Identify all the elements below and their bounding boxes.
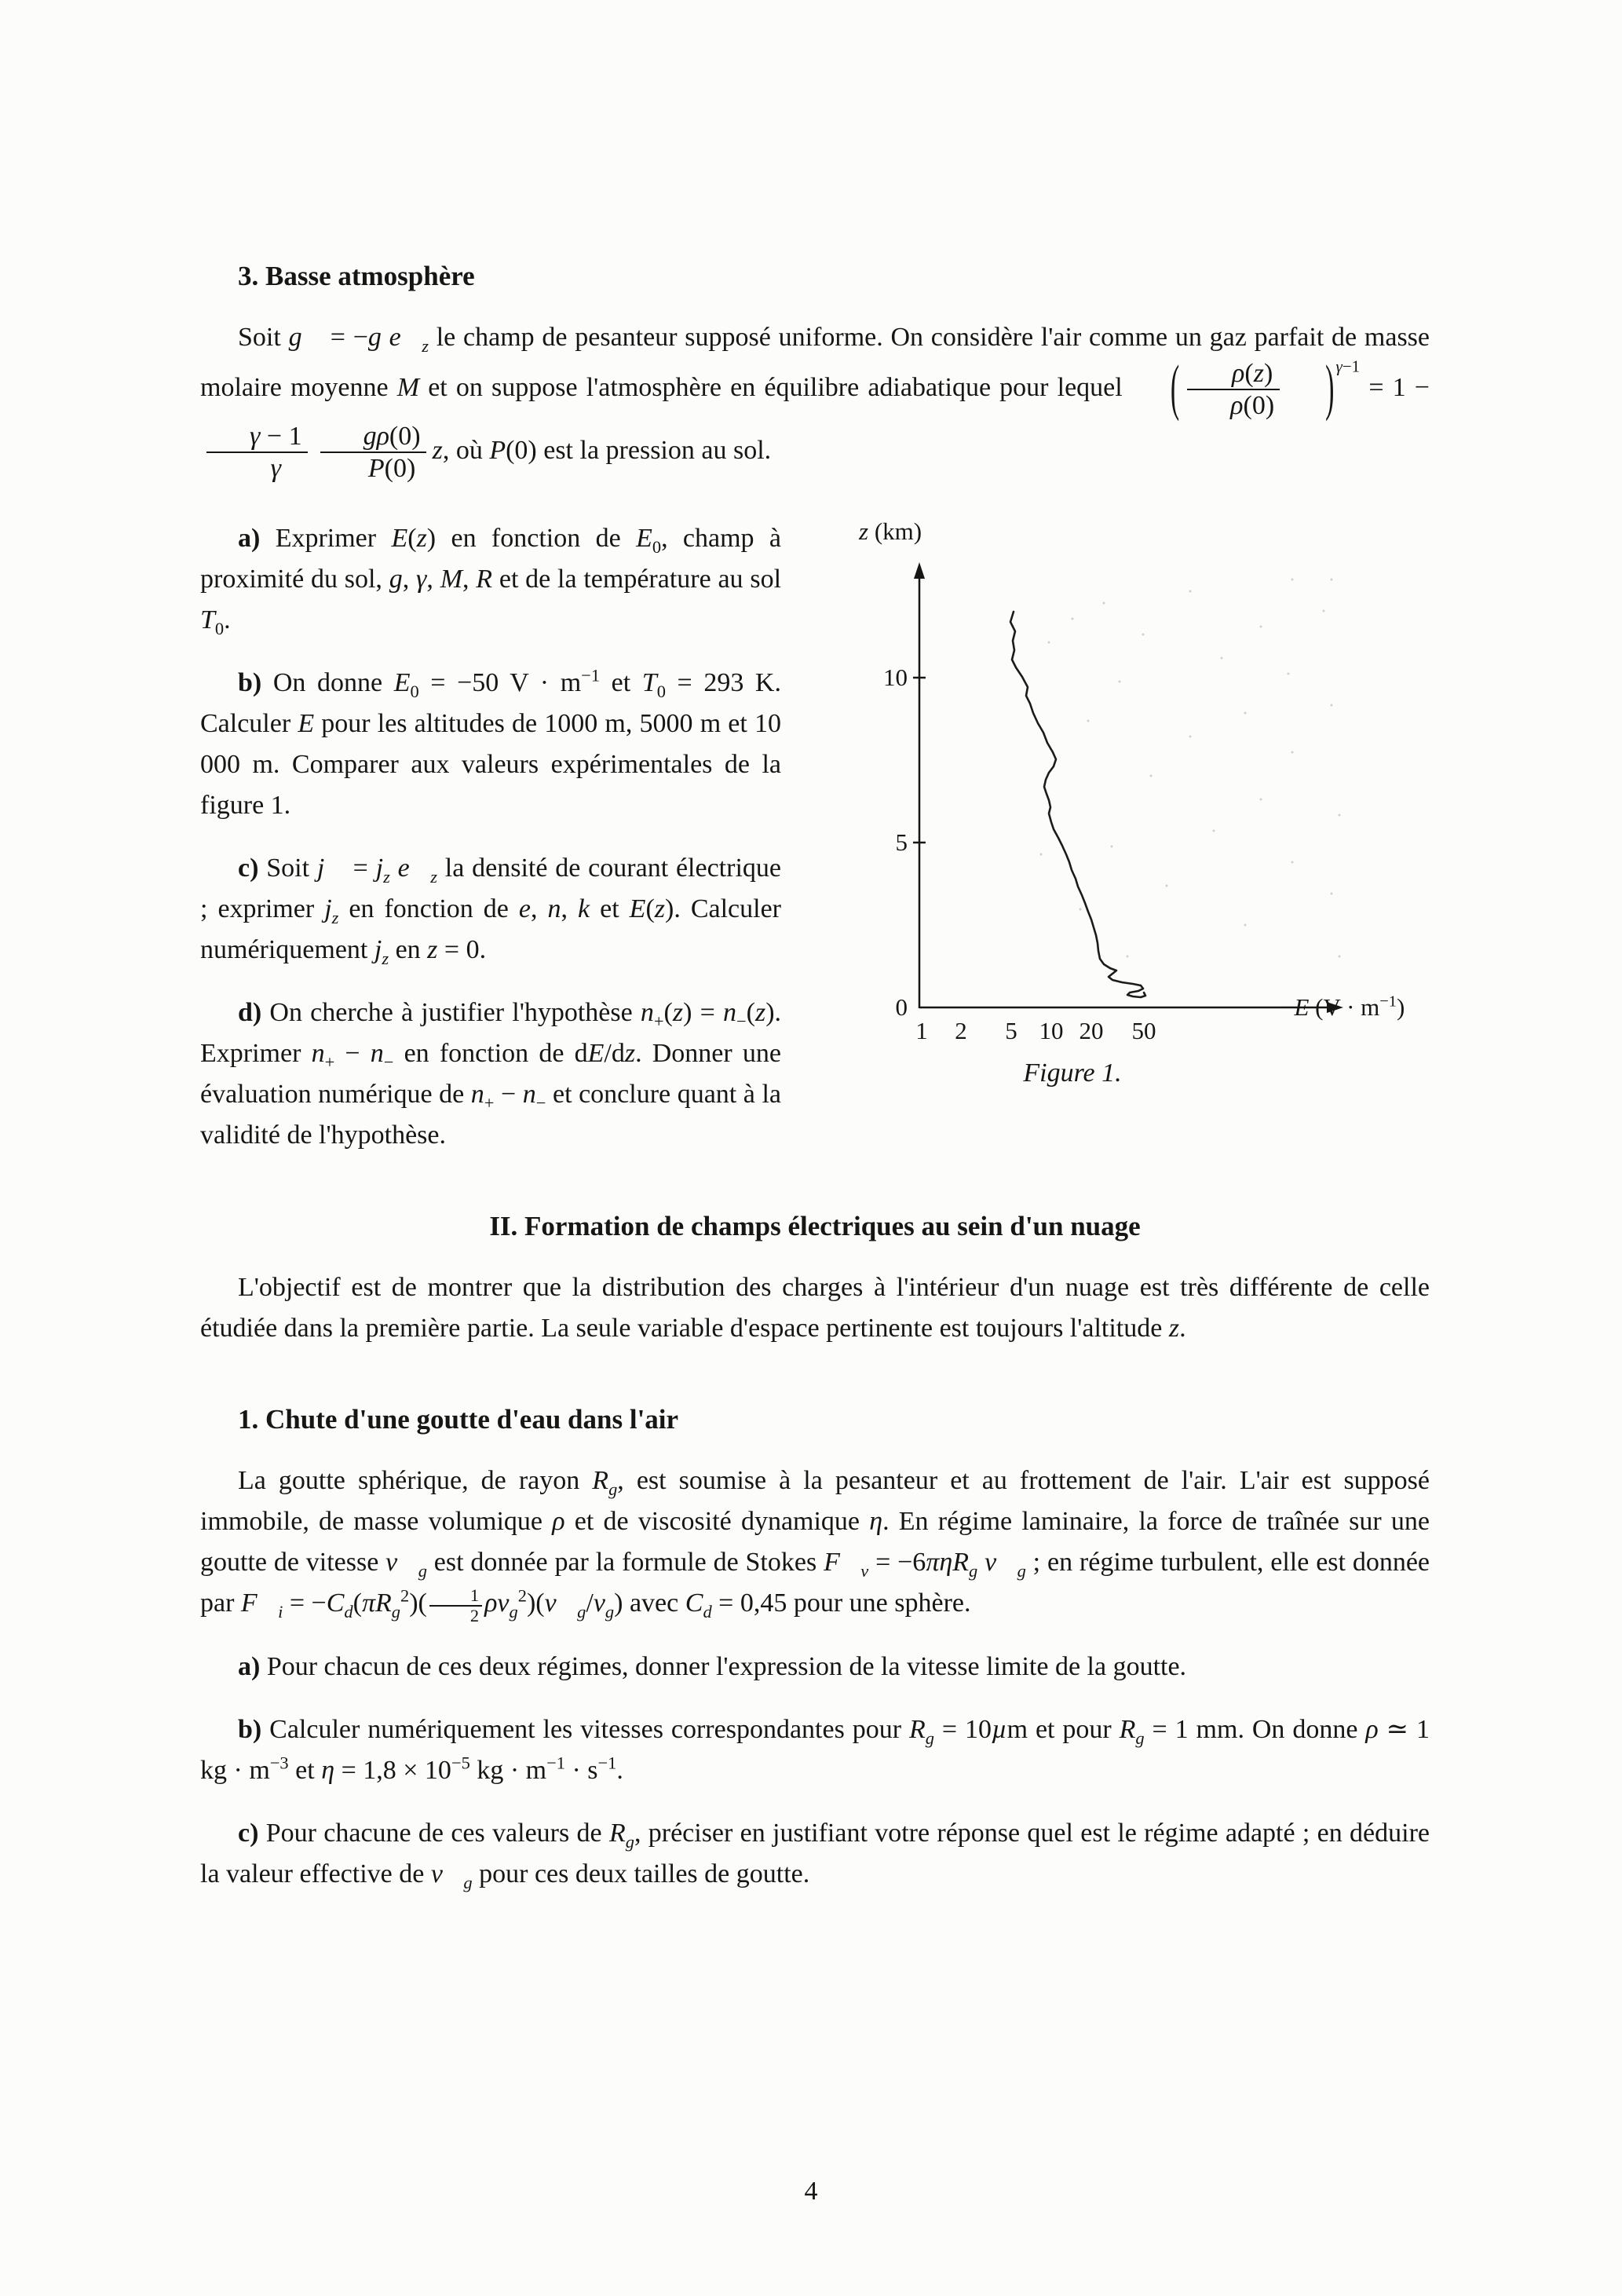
- question-II-1a: a) Pour chacun de ces deux régimes, donner l'expression de la vitesse limite de la goutte.: [238, 1652, 1187, 1682]
- page-content: [200, 261, 1430, 1895]
- page-number: 4: [804, 2177, 818, 2206]
- y-axis-label: z (km): [859, 517, 922, 546]
- subsection-1-intro: La goutte sphérique, de rayon $R_g$, est soumise à la pesanteur et au frottement de l'air. L'air est supposé immobile, de masse volumique ρ et de viscosité dynamique η. En régime laminaire, la force de traînée sur une goutte de vitesse $v⃗_g$ est donnée par la formule de Stokes $F⃗_v = -6\pi\eta R_g$ $v⃗_g$ ; en régime turbulent, elle est donnée par $F⃗_i = -C_d(\pi R_g^2)$( $\frac{1}{2}$ $\rho v_g^2)(v⃗_g/v_g)$ avec $C_d = 0,45$ pour une sphère.: [200, 1466, 1430, 1625]
- subsection-1-heading: 1. Chute d'une goutte d'eau dans l'air: [238, 1404, 679, 1435]
- figure-column: [853, 496, 1430, 1088]
- question-II-1c: c) Pour chacune de ces valeurs de $R_g$, préciser en justifiant votre réponse quel est le régime adapté ; en déduire la valeur effective de $v⃗_g$ pour ces deux tailles de goutte.: [200, 1819, 1430, 1892]
- questions-column: [200, 496, 781, 1156]
- section-3-intro: Soit g⃗ = −g $e⃗_z$ le champ de pesanteur supposé uniforme. On considère l'air comme un gaz parfait de masse molaire moyenne M et on suppose l'atmosphère en équilibre adiabatique pour lequel ( $\frac{\rho(z)}{\rho(0)}$ )$^{\gamma-1}$ = 1 − $\frac{\gamma - 1}{\gamma}$ $\frac{g\rho(0)}{P(0)}$ z, où P(0) est la pression au sol.: [200, 323, 1430, 484]
- section-3-heading: 3. Basse atmosphère: [238, 261, 475, 291]
- section-II-intro: L'objectif est de montrer que la distribution des charges à l'intérieur d'un nuage est très différente de celle étudiée dans la première partie. La seule variable d'espace pertinente est toujours l'altitude z.: [200, 1273, 1430, 1344]
- figure-1: [853, 517, 1430, 1088]
- question-3d: d) On cherche à justifier l'hypothèse $n_+(z) = n_-(z)$. Exprimer $n_+ - n_-$ en fonction de dE/dz. Donner une évaluation numérique de $n_+ - n_-$ et conclure quant à la validité de l'hypothèse.: [200, 998, 782, 1150]
- x-axis-label: −E $(V \cdot m^{-1})$: [1280, 993, 1405, 1022]
- question-II-1b: b) Calculer numériquement les vitesses correspondantes pour $R_g = 10\mu m$ et pour $R_g = 1$ mm. On donne ρ ≃ 1 kg · $m^{-3}$ et $\eta = 1,8 \times 10^{-5}$ kg · $m^{-1} \cdot s^{-1}$.: [200, 1715, 1430, 1786]
- figure-canvas: [853, 517, 1430, 1045]
- x-tick-2: 2: [955, 1017, 967, 1045]
- section-II-heading: II. Formation de champs électriques au sein d'un nuage: [489, 1211, 1141, 1242]
- y-tick-10: 10: [883, 664, 908, 692]
- y-tick-5: 5: [895, 828, 908, 857]
- two-column-block: [200, 496, 1430, 1156]
- y-axis-arrowhead: [914, 562, 925, 579]
- x-tick-1: 1: [915, 1017, 928, 1045]
- question-3b: b) On donne $E_0 = -50$ $V \cdot m^{-1}$ et $T_0 = 293$ K. Calculer E pour les altitudes de 1000 m, 5000 m et 10 000 m. Comparer aux valeurs expérimentales de la figure 1.: [200, 666, 781, 821]
- figure-caption: Figure 1.: [1023, 1058, 1122, 1088]
- x-tick-10: 10: [1039, 1017, 1064, 1045]
- figure-plot: [853, 517, 1430, 1035]
- x-tick-20: 20: [1079, 1017, 1104, 1045]
- question-3a: a) Exprimer E(z) en fonction de $E_0$, champ à proximité du sol, g, γ, M, R et de la température au sol $T_0$.: [200, 524, 782, 639]
- e-field-curve: [1010, 612, 1145, 997]
- y-tick-0: 0: [895, 993, 908, 1022]
- x-tick-5: 5: [1005, 1017, 1017, 1045]
- x-tick-50: 50: [1131, 1017, 1156, 1045]
- question-3c: c) Soit j⃗ = $j_z$ $e⃗_z$ la densité de courant électrique ; exprimer $j_z$ en fonction de e, n, k et E(z). Calculer numériquement $j_z$ en z = 0.: [200, 854, 782, 969]
